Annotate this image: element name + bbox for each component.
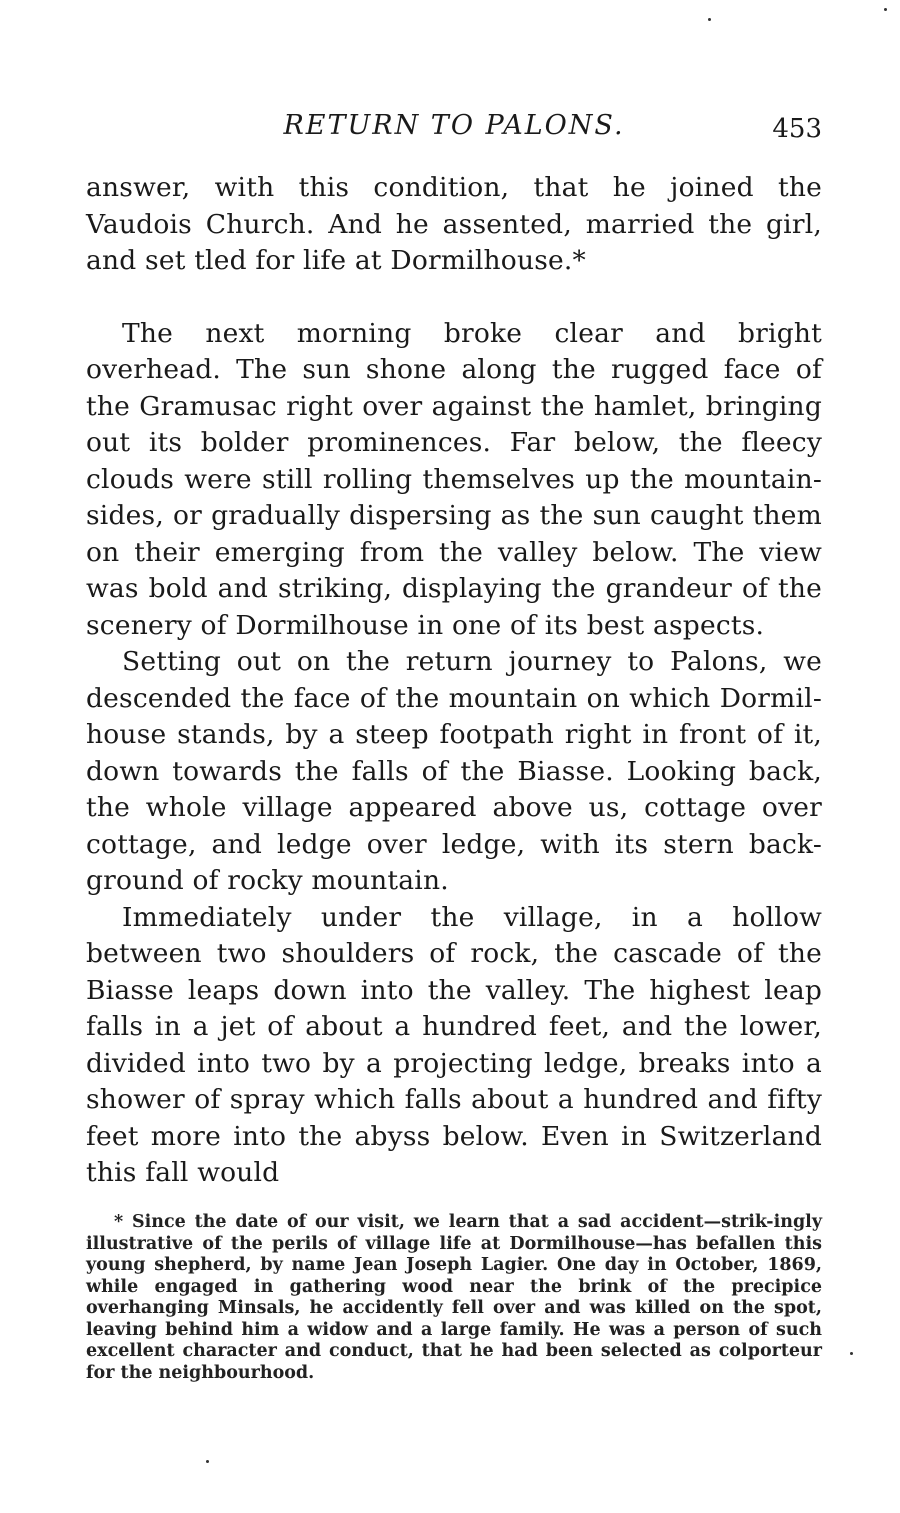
scan-speck: [708, 18, 711, 21]
page-number: 453: [772, 114, 822, 144]
paragraph-morning: The next morning broke clear and bright overhead. The sun shone along the rugged face of the Gramusac right over against the hamlet, bringing out its bolder prominences. Far below, the fleecy clouds were still rolling themselves up the mountain-sides, or gradually dispersing as the sun caught them on their emerging from the valley below. The view was bold and striking, displaying the grandeur of the scenery of Dormilhouse in one of its best aspects.: [86, 317, 822, 641]
scan-speck: [884, 8, 887, 11]
paragraph-cascade: Immediately under the village, in a hollow between two shoulders of rock, the cascade of the Biasse leaps down into the valley. The highest leap falls in a jet of about a hundred feet, and the lower, divided into two by a projecting ledge, breaks into a shower of spray which falls about a hundred and fifty feet more into the abyss below. Even in Switzerland this fall would: [86, 901, 822, 1188]
footnote: * Since the date of our visit, we learn that a sad accident—strik-ingly illustrative of the perils of village life at Dormilhouse—has befallen this young shepherd, by name Jean Joseph Lagier. One day in October, 1869, while engaged in gathering wood near the brink of the precipice overhanging Minsals, he accidently fell over and was killed on the spot, leaving behind him a widow and a large family. He was a person of such excellent character and conduct, that he had been selected as colporteur for the neighbourhood.: [86, 1212, 822, 1383]
scan-speck: [850, 1352, 853, 1355]
running-title: RETURN TO PALONS.: [283, 110, 625, 141]
scan-speck: [206, 1460, 209, 1463]
body-text: [86, 170, 822, 1192]
paragraph-return-journey: Setting out on the return journey to Palons, we descended the face of the mountain on which Dormil-house stands, by a steep footpath right in front of it, down towards the falls of the Biasse. Looking back, the whole village appeared above us, cottage over cottage, and ledge over ledge, with its stern back-ground of rocky mountain.: [86, 646, 822, 896]
running-head: [86, 104, 822, 144]
paragraph-continuation: answer, with this condition, that he joined the Vaudois Church. And he assented, married the girl, and set tled for life at Dormilhouse.*: [86, 172, 822, 276]
